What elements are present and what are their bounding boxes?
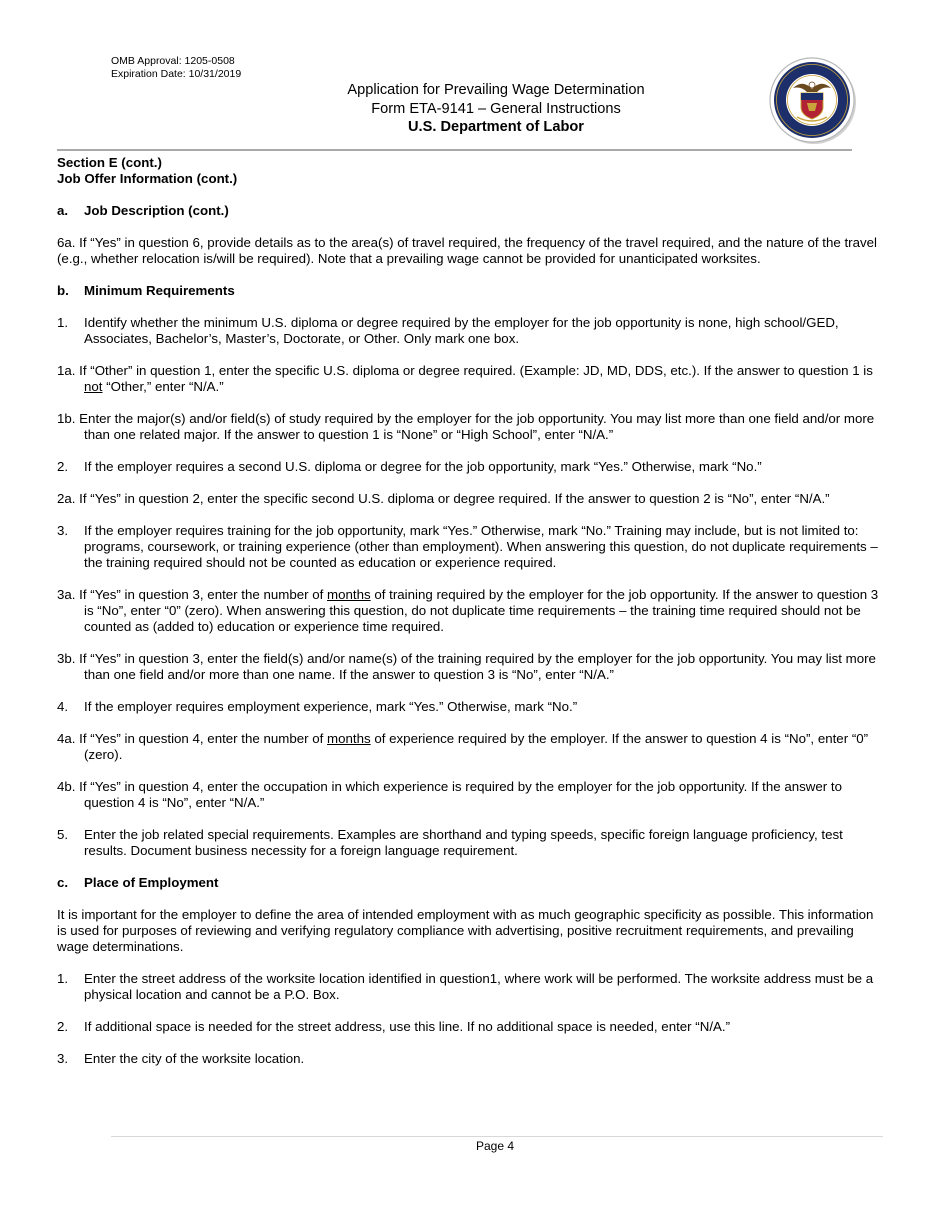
part-a-label: a.	[57, 203, 69, 218]
footer-rule	[111, 1136, 883, 1137]
question-b4-number: 4.	[57, 699, 69, 714]
page-number: Page 4	[475, 1139, 515, 1153]
question-b2	[57, 459, 882, 475]
part-b-title: Minimum Requirements	[84, 283, 235, 298]
question-b3a-underline: months	[327, 587, 371, 602]
part-a-heading	[57, 203, 882, 219]
question-b3b: 3b. If “Yes” in question 3, enter the field(s) and/or name(s) of the training required by the employer for the job opportunity. You may list more than one field and/or more than one name. If the answer to question 3 is “No”, enter “N/A.”	[57, 651, 876, 682]
question-b3a	[57, 587, 882, 635]
question-b1b: 1b. Enter the major(s) and/or field(s) of study required by the employer for the job opportunity. You may list more than one field and/or more than one related major. If the answer to question 1 is “None” or “High School”, enter “N/A.”	[57, 411, 875, 442]
header-agency: U.S. Department of Labor	[408, 119, 584, 135]
header-rule	[57, 149, 852, 151]
question-b4a	[57, 731, 882, 763]
part-c-label: c.	[57, 875, 69, 890]
question-b1a	[57, 363, 882, 395]
part-c-intro: It is important for the employer to define the area of intended employment with as much geographic specificity as possible. This information is used for purposes of reviewing and verifying regulatory compliance with advertising, positive recruitment requirements, and prevailing wage determinations.	[57, 907, 874, 954]
part-c-heading	[57, 875, 882, 891]
question-b3a-text: 3a. If “Yes” in question 3, enter the number of	[57, 587, 328, 602]
omb-approval: OMB Approval: 1205-0508	[111, 55, 235, 67]
question-b1a-text: 1a. If “Other” in question 1, enter the specific U.S. diploma or degree required. (Example: JD, MD, DDS, etc.). If the answer to question 1 is	[57, 363, 873, 378]
question-b2-text: If the employer requires a second U.S. diploma or degree for the job opportunity, mark “Yes.” Otherwise, mark “No.”	[84, 459, 762, 474]
part-b-label: b.	[57, 283, 69, 298]
question-c3-number: 3.	[57, 1051, 69, 1066]
question-b1	[57, 315, 882, 347]
question-b1-number: 1.	[57, 315, 69, 330]
question-c1	[57, 971, 882, 1003]
question-b3	[57, 523, 882, 571]
question-c2-number: 2.	[57, 1019, 69, 1034]
question-b2a: 2a. If “Yes” in question 2, enter the specific second U.S. diploma or degree required. If the answer to question 2 is “No”, enter “N/A.”	[57, 491, 830, 506]
question-b3-text: If the employer requires training for the job opportunity, mark “Yes.” Otherwise, mark “No.” Training may include, but is not limited to: programs, coursework, or training experience (other than employment). When answering this question, do not duplicate requirements – the training required should not be counted as education or experience required.	[84, 523, 878, 570]
question-b1-text: Identify whether the minimum U.S. diploma or degree required by the employer for the job opportunity is none, high school/GED, Associates, Bachelor’s, Master’s, Doctorate, or Other. Only mark one box.	[84, 315, 839, 346]
question-b3a-text-end: of training required by the employer for the job opportunity. If the answer to question 3 is “No”, enter “0” (zero). When answering this question, do not duplicate time requirements – the training time required should not be counted as (added to) education or experience time required.	[84, 587, 879, 634]
omb-expiration: Expiration Date: 10/31/2019	[111, 67, 242, 80]
question-b1a-underline: not	[84, 379, 103, 394]
question-b5	[57, 827, 882, 859]
part-c-title: Place of Employment	[84, 875, 219, 890]
question-c3	[57, 1051, 882, 1067]
section-subtitle: Job Offer Information (cont.)	[57, 171, 238, 186]
question-b4	[57, 699, 882, 715]
question-b3-number: 3.	[57, 523, 69, 538]
question-b4a-text-end: of experience required by the employer. If the answer to question 4 is “No”, enter “0” (zero).	[84, 731, 869, 762]
part-a-title: Job Description (cont.)	[84, 203, 229, 218]
question-c3-text: Enter the city of the worksite location.	[84, 1051, 305, 1066]
question-c1-number: 1.	[57, 971, 69, 986]
question-b2-number: 2.	[57, 459, 69, 474]
document-header	[290, 81, 702, 137]
question-b5-text: Enter the job related special requirements. Examples are shorthand and typing speeds, specific foreign language proficiency, test results. Document business necessity for a foreign language requirement.	[84, 827, 843, 858]
question-b5-number: 5.	[57, 827, 69, 842]
omb-info	[111, 55, 241, 80]
question-b4-text: If the employer requires employment experience, mark “Yes.” Otherwise, mark “No.”	[84, 699, 578, 714]
department-of-labor-seal-icon	[767, 55, 857, 145]
section-title: Section E (cont.)	[57, 155, 162, 170]
question-b4b: 4b. If “Yes” in question 4, enter the occupation in which experience is required by the employer for the job opportunity. If the answer to question 4 is “No”, enter “N/A.”	[57, 779, 842, 810]
question-c1-text: Enter the street address of the worksite location identified in question1, where work will be performed. The worksite address must be a physical location and cannot be a P.O. Box.	[84, 971, 874, 1002]
question-b4a-text: 4a. If “Yes” in question 4, enter the number of	[57, 731, 328, 746]
question-c2-text: If additional space is needed for the street address, use this line. If no additional space is needed, enter “N/A.”	[84, 1019, 731, 1034]
header-form: Form ETA-9141 – General Instructions	[371, 100, 621, 117]
header-title: Application for Prevailing Wage Determination	[347, 82, 645, 98]
part-b-heading	[57, 283, 882, 299]
document-body	[57, 155, 882, 1067]
question-6a: 6a. If “Yes” in question 6, provide details as to the area(s) of travel required, the frequency of the travel required, and the nature of the travel (e.g., whether relocation is/will be required). Note that a prevailing wage cannot be provided for unanticipated worksites.	[57, 235, 877, 266]
question-c2	[57, 1019, 882, 1035]
question-b1a-text-end: “Other,” enter “N/A.”	[102, 379, 224, 394]
question-b4a-underline: months	[327, 731, 371, 746]
